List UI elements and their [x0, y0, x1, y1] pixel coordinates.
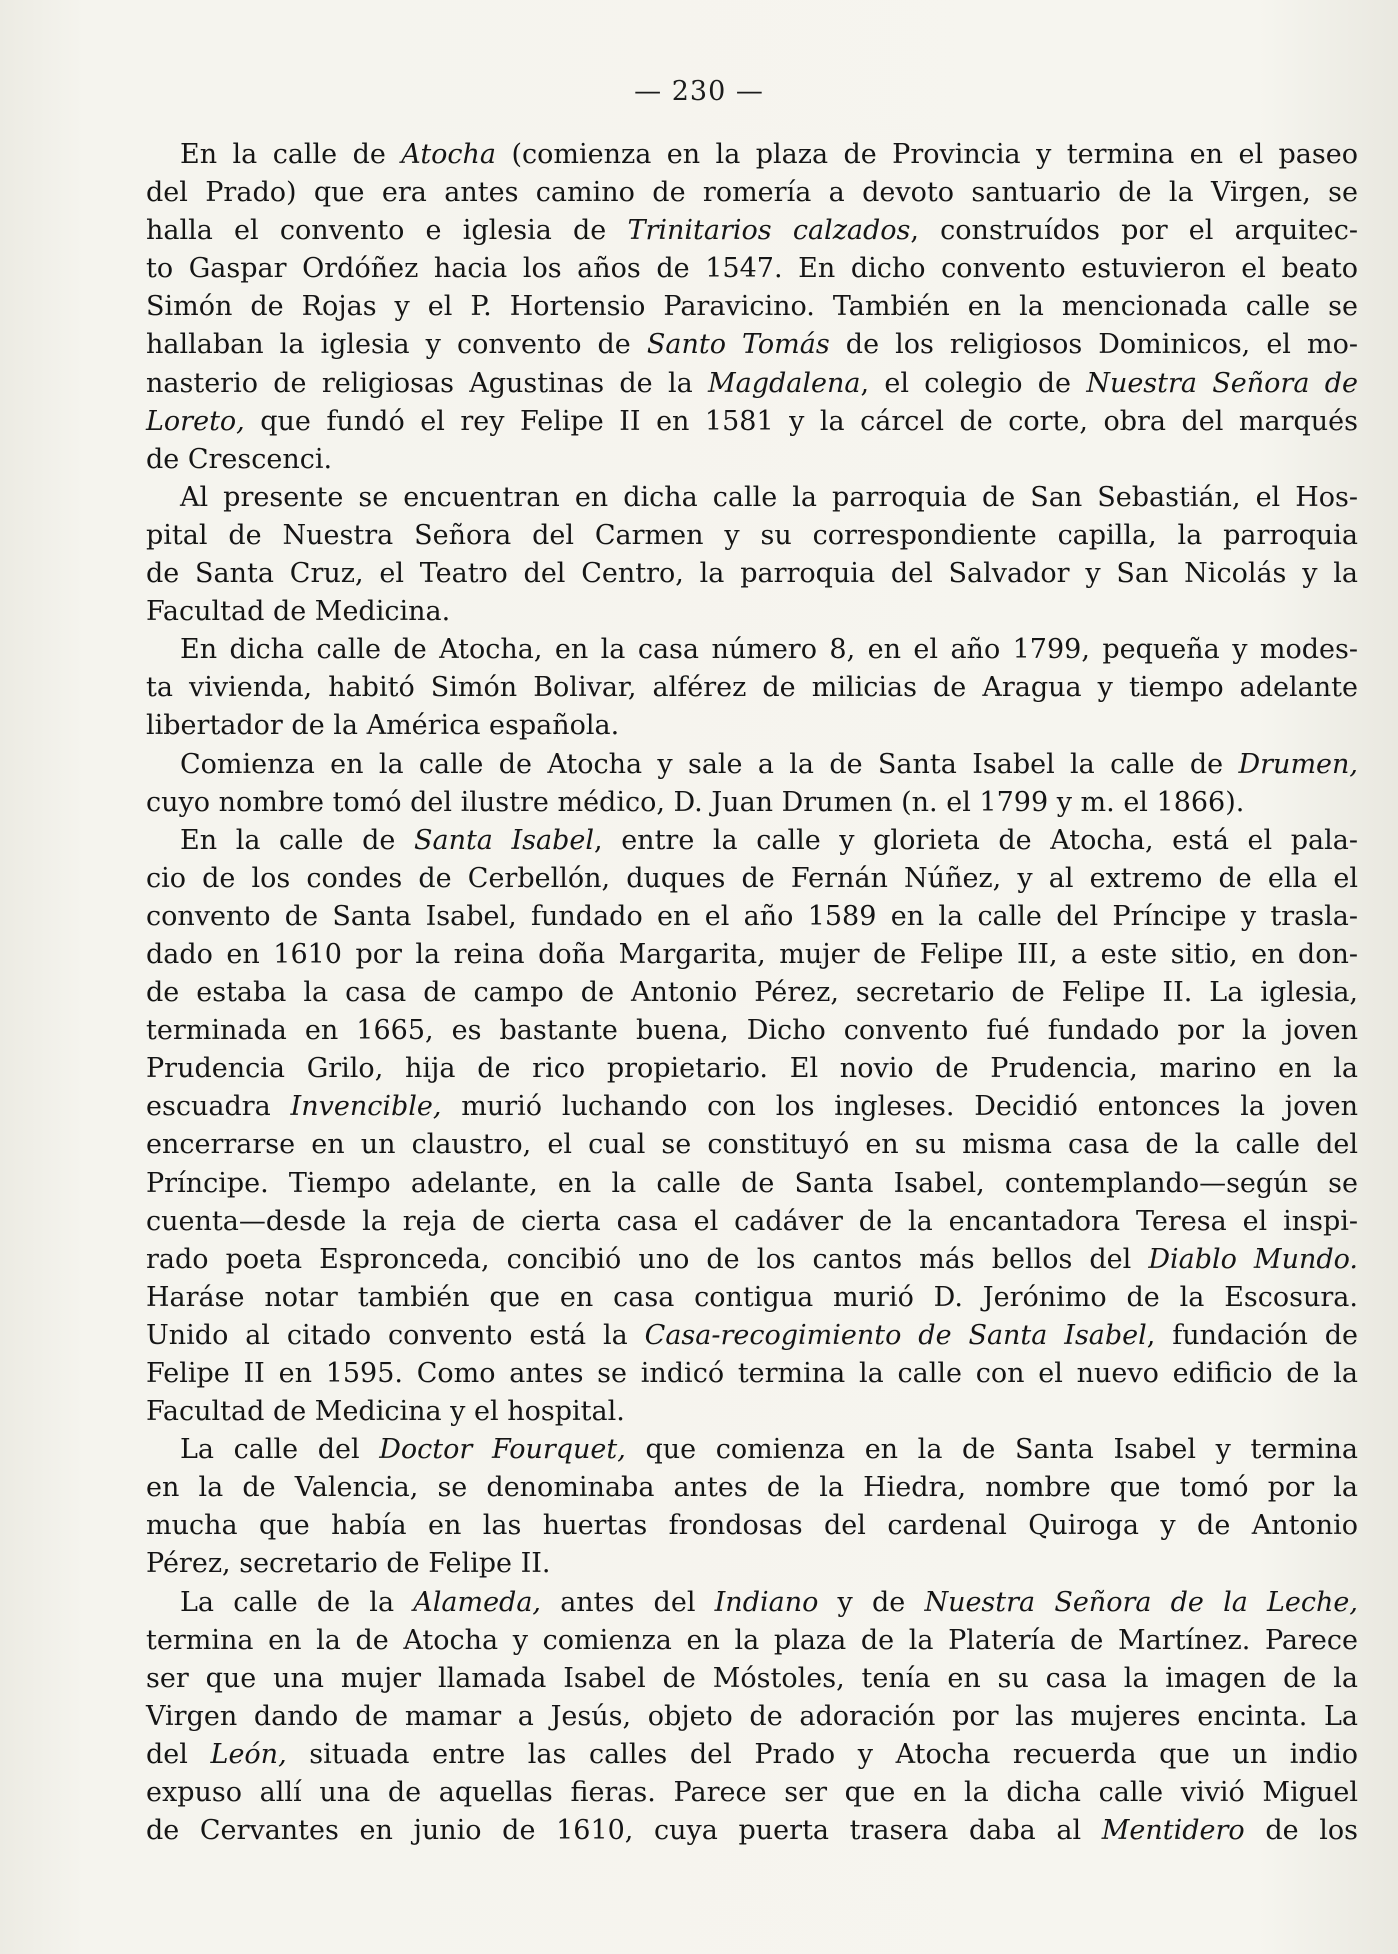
text-line — [146, 822, 1358, 860]
text-run: En dicha calle de Atocha, en la casa número 8, en el año 1799, pequeña y modes- — [180, 634, 1358, 666]
text-line — [146, 250, 1358, 288]
text-line — [146, 1698, 1358, 1736]
text-line — [146, 1126, 1358, 1164]
text-run: murió luchando con los ingleses. Decidió entonces la joven — [441, 1091, 1359, 1123]
text-line — [146, 1774, 1358, 1812]
italic-text-run: Trinitarios calzados — [627, 215, 911, 247]
text-run: situada entre las calles del Prado y Atocha recuerda que un indio — [286, 1738, 1359, 1770]
text-line — [146, 1088, 1358, 1126]
text-line — [146, 631, 1358, 669]
text-run: Facultad de Medicina y el hospital. — [146, 1396, 625, 1428]
italic-text-run: León, — [210, 1738, 287, 1770]
text-run: y de — [818, 1586, 925, 1618]
text-run: En la calle de — [180, 824, 414, 856]
text-run: dado en 1610 por la reina doña Margarita, mujer de Felipe III, a este sitio, en don- — [146, 938, 1358, 970]
text-run: Príncipe. Tiempo adelante, en la calle de Santa Isabel, contemplando—según se — [146, 1167, 1358, 1199]
italic-text-run: Magdalena — [707, 367, 861, 399]
text-line — [146, 1622, 1358, 1660]
text-line — [146, 1012, 1358, 1050]
text-line — [146, 1355, 1358, 1393]
text-line — [146, 479, 1358, 517]
text-run: hallaban la iglesia y convento de — [146, 329, 647, 361]
text-line — [146, 1812, 1358, 1850]
text-line — [146, 212, 1358, 250]
text-line — [146, 974, 1358, 1012]
text-run: En la calle de — [180, 139, 402, 170]
italic-text-run: Nuestra Señora de la Leche, — [924, 1586, 1358, 1618]
italic-text-run: Loreto, — [146, 405, 245, 437]
text-run: Facultad de Medicina. — [146, 596, 451, 628]
italic-text-run: Invencible, — [290, 1091, 442, 1123]
body-text — [146, 136, 1358, 1850]
italic-text-run: Santo Tomás — [646, 329, 830, 361]
italic-text-run: Indiano — [714, 1586, 819, 1618]
text-run: encerrarse en un claustro, el cual se constituyó en su misma casa de la calle del — [146, 1129, 1358, 1161]
italic-text-run: Doctor Fourquet, — [379, 1434, 626, 1466]
text-line — [146, 1317, 1358, 1355]
text-run: Comienza en la calle de Atocha y sale a la de Santa Isabel la calle de — [180, 748, 1239, 780]
text-line — [146, 555, 1358, 593]
text-run: Unido al citado convento está la — [146, 1319, 645, 1351]
text-line — [146, 288, 1358, 326]
italic-text-run: Diablo Mundo. — [1148, 1243, 1358, 1275]
text-run: cuenta—desde la reja de cierta casa el cadáver de la encantadora Teresa el inspi- — [146, 1205, 1358, 1237]
italic-text-run: Alameda, — [413, 1586, 542, 1618]
text-line — [146, 593, 1358, 631]
text-run: de estaba la casa de campo de Antonio Pérez, secretario de Felipe II. La iglesia, — [146, 977, 1358, 1009]
text-line — [146, 326, 1358, 364]
italic-text-run: Casa-recogimiento de Santa Isabel — [644, 1319, 1147, 1351]
text-run: termina en la de Atocha y comienza en la plaza de la Platería de Martínez. Parece — [146, 1624, 1358, 1656]
text-run: Simón de Rojas y el P. Hortensio Paravicino. También en la mencionada calle se — [146, 291, 1358, 323]
text-line — [146, 1165, 1358, 1203]
text-run: del Prado) que era antes camino de romería a devoto santuario de la Virgen, se — [146, 177, 1358, 209]
italic-text-run: Atocha — [401, 139, 497, 170]
text-run: que comienza en la de Santa Isabel y termina — [625, 1434, 1358, 1466]
text-line — [146, 898, 1358, 936]
text-run: to Gaspar Ordóñez hacia los años de 1547. En dicho convento estuvieron el beato — [146, 253, 1358, 285]
text-run: nasterio de religiosas Agustinas de la — [146, 367, 708, 399]
text-run: terminada en 1665, es bastante buena, Dicho convento fué fundado por la joven — [146, 1015, 1358, 1047]
text-run: (comienza en la plaza de Provincia y termina en el paseo — [496, 139, 1358, 170]
text-run: , fundación de — [1146, 1319, 1358, 1351]
text-line — [146, 365, 1358, 403]
text-line — [146, 174, 1358, 212]
text-run: Prudencia Grilo, hija de rico propietario. El novio de Prudencia, marino en la — [146, 1053, 1358, 1085]
text-run: halla el convento e iglesia de — [146, 215, 628, 247]
text-line — [146, 1507, 1358, 1545]
text-run: mucha que había en las huertas frondosas del cardenal Quiroga y de Antonio — [146, 1510, 1358, 1542]
text-run: convento de Santa Isabel, fundado en el año 1589 en la calle del Príncipe y trasla- — [146, 900, 1358, 932]
text-run: libertador de la América española. — [146, 710, 620, 742]
text-run: cio de los condes de Cerbellón, duques de Fernán Núñez, y al extremo de ella el — [146, 862, 1358, 894]
italic-text-run: Drumen, — [1238, 748, 1358, 780]
text-run: La calle del — [180, 1434, 380, 1466]
text-line — [146, 1050, 1358, 1088]
text-line — [146, 1736, 1358, 1774]
text-run: expuso allí una de aquellas fieras. Parece ser que en la dicha calle vivió Miguel — [146, 1777, 1358, 1809]
italic-text-run: Santa Isabel — [413, 824, 595, 856]
text-run: ta vivienda, habitó Simón Bolivar, alférez de milicias de Aragua y tiempo adelante — [146, 672, 1358, 704]
text-run: de los — [1244, 1815, 1358, 1847]
italic-text-run: Nuestra Señora de — [1086, 367, 1358, 399]
text-run: pital de Nuestra Señora del Carmen y su correspondiente capilla, la parroquia — [146, 519, 1358, 551]
text-run: de Cervantes en junio de 1610, cuya puerta trasera daba al — [146, 1815, 1102, 1847]
text-line — [146, 1469, 1358, 1507]
text-run: rado poeta Espronceda, concibió uno de los cantos más bellos del — [146, 1243, 1149, 1275]
text-line — [146, 746, 1358, 784]
text-run: , el colegio de — [860, 367, 1087, 399]
text-line — [146, 136, 1358, 174]
text-line — [146, 1660, 1358, 1698]
text-run: Felipe II en 1595. Como antes se indicó termina la calle con el nuevo edificio de la — [146, 1358, 1358, 1389]
text-line — [146, 1241, 1358, 1279]
text-run: del — [146, 1738, 211, 1770]
text-run: Haráse notar también que en casa contigua murió D. Jerónimo de la Escosura. — [146, 1281, 1358, 1313]
text-line — [146, 1545, 1358, 1583]
text-run: antes del — [541, 1586, 715, 1618]
text-run: Al presente se encuentran en dicha calle la parroquia de San Sebastián, el Hos- — [180, 481, 1358, 513]
text-line — [146, 441, 1358, 479]
text-line — [146, 1393, 1358, 1431]
text-run: cuyo nombre tomó del ilustre médico, D. Juan Drumen (n. el 1799 y m. el 1866). — [146, 786, 1245, 818]
text-line — [146, 403, 1358, 441]
italic-text-run: Mentidero — [1101, 1815, 1245, 1847]
text-line — [146, 936, 1358, 974]
text-run: , construídos por el arquitec- — [910, 215, 1358, 247]
text-run: de Crescenci. — [146, 443, 333, 475]
text-line — [146, 1431, 1358, 1469]
text-line — [146, 860, 1358, 898]
text-line — [146, 784, 1358, 822]
text-run: en la de Valencia, se denominaba antes de la Hiedra, nombre que tomó por la — [146, 1472, 1358, 1504]
page-number: — 230 — — [634, 76, 764, 107]
text-line — [146, 707, 1358, 745]
text-run: de los religiosos Dominicos, el mo- — [829, 329, 1358, 361]
text-line — [146, 1584, 1358, 1622]
text-line — [146, 517, 1358, 555]
text-line — [146, 1203, 1358, 1241]
text-run: que fundó el rey Felipe II en 1581 y la cárcel de corte, obra del marqués — [244, 405, 1358, 437]
text-run: La calle de la — [180, 1586, 414, 1618]
text-line — [146, 1279, 1358, 1317]
text-line — [146, 669, 1358, 707]
text-run: Pérez, secretario de Felipe II. — [146, 1548, 551, 1580]
text-run: ser que una mujer llamada Isabel de Móstoles, tenía en su casa la imagen de la — [146, 1662, 1358, 1694]
text-run: escuadra — [146, 1091, 291, 1123]
text-run: , entre la calle y glorieta de Atocha, está el pala- — [594, 824, 1358, 856]
text-run: Virgen dando de mamar a Jesús, objeto de adoración por las mujeres encinta. La — [146, 1700, 1358, 1732]
text-run: de Santa Cruz, el Teatro del Centro, la parroquia del Salvador y San Nicolás y la — [146, 558, 1358, 590]
